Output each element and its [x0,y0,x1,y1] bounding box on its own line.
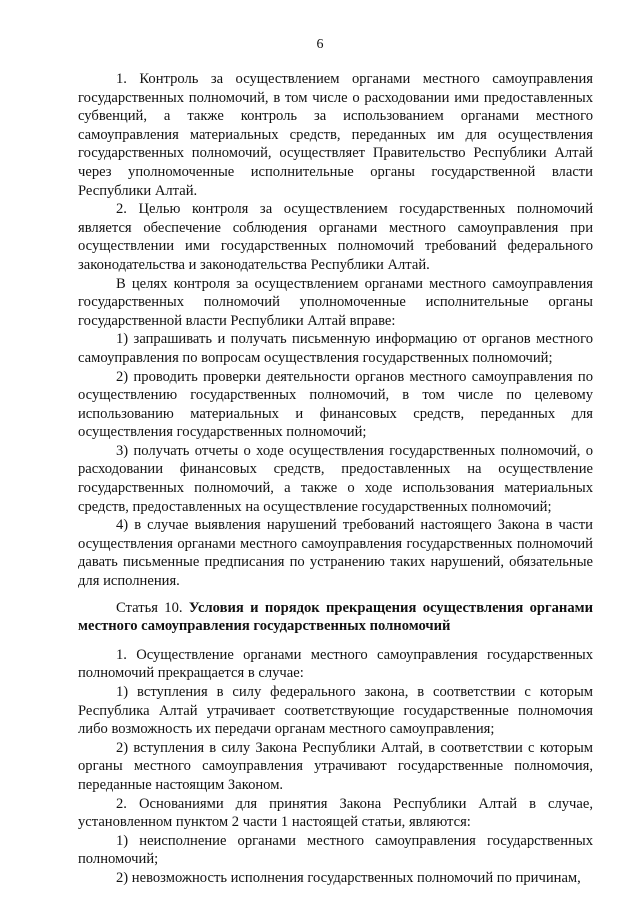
list-item: 1) неисполнение органами местного самоуправления государственных полномочий; [78,832,593,868]
document-body [78,70,593,888]
page-number: 6 [316,37,324,52]
paragraph: 1. Контроль за осуществлением органами местного самоуправления государственных полномочий, в том числе о расходовании ими предоставленных субвенций, а также контроль за использованием органами местного самоуправления материальных средств, переданных им для осуществления государственных полномочий, осуществляет Правительство Республики Алтай через уполномоченные исполнительные органы государственной власти Республики Алтай. [78,71,593,199]
article-heading [78,599,593,636]
paragraph: 1. Осуществление органами местного самоуправления государственных полномочий прекращается в случае: [78,646,593,682]
list-item: 2) вступления в силу Закона Республики Алтай, в соответствии с которым органы местного самоуправления утрачивают государственные полномочия, переданные настоящим Законом. [78,739,593,793]
paragraph: 2. Основаниями для принятия Закона Республики Алтай в случае, установленном пунктом 2 части 1 настоящей статьи, являются: [78,795,593,831]
list-item: 2) невозможность исполнения государственных полномочий по причинам, [116,869,581,886]
paragraph: 2. Целью контроля за осуществлением государственных полномочий является обеспечение соблюдения органами местного самоуправления при осуществлении ими государственных полномочий требований федерального законодательства и законодательства Республики Алтай. [78,201,593,273]
article-label: Статья 10. [116,599,183,616]
list-item: 1) вступления в силу федерального закона, в соответствии с которым Республика Алтай утрачивает соответствующие государственные полномочия либо возможность их передачи органам местного самоуправления; [78,684,593,738]
list-item: 3) получать отчеты о ходе осуществления государственных полномочий, о расходовании финансовых средств, предоставленных на осуществление государственных полномочий, а также о ходе использования материальных средств, предоставленных на осуществление государственных полномочий; [78,442,593,515]
paragraph: В целях контроля за осуществлением органами местного самоуправления государственных полномочий уполномоченные исполнительные органы государственной власти Республики Алтай вправе: [78,275,593,329]
list-item: 1) запрашивать и получать письменную информацию от органов местного самоуправления по вопросам осуществления государственных полномочий; [78,331,593,366]
article-title: Условия и порядок прекращения осуществления органами местного самоуправления государственных полномочий [78,599,593,635]
list-item: 4) в случае выявления нарушений требований настоящего Закона в части осуществления органами местного самоуправления государственных полномочий давать письменные предписания по устранению таких нарушений, обязательные для исполнения. [78,517,593,590]
list-item: 2) проводить проверки деятельности органов местного самоуправления по осуществлению государственных полномочий, в том числе по целевому использованию материальных и финансовых средств, переданных для осуществления государственных полномочий; [78,368,593,441]
